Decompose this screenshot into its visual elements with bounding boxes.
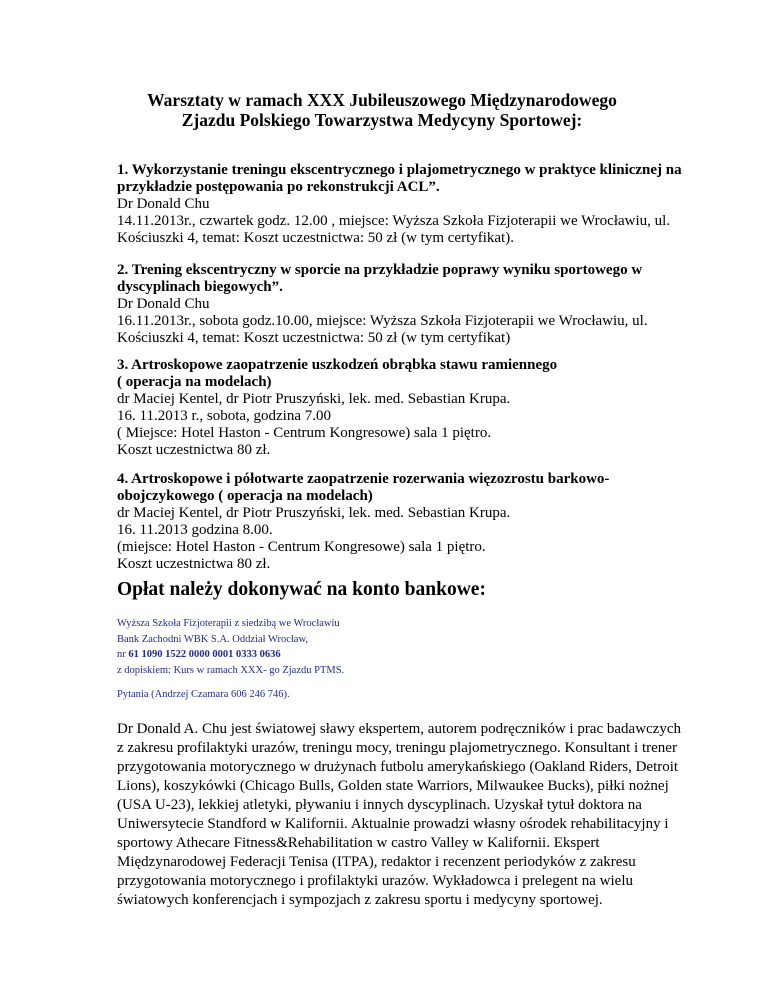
bio-line-4: Lions), koszykówki (Chicago Bulls, Golden state Warriors, Milwaukee Bucks), piłki nożnej	[117, 778, 669, 794]
workshop-3-line-1: dr Maciej Kentel, dr Piotr Pruszyński, lek. med. Sebastian Krupa.	[117, 391, 511, 407]
workshop-4-line-4: Koszt uczestnictwa 80 zł.	[117, 556, 271, 572]
workshop-1-head-2: przykładzie postępowania po rekonstrukcji ACL”.	[117, 179, 440, 195]
bio-line-8: Międzynarodowej Federacji Tenisa (ITPA), redaktor i recenzent periodyków z zakresu	[117, 854, 636, 870]
workshop-4-line-3: (miejsce: Hotel Haston - Centrum Kongresowe) sala 1 piętro.	[117, 539, 486, 555]
bio-line-7: sportowy Athecare Fitness&Rehabilitation w castro Valley w Kalifornii. Ekspert	[117, 835, 600, 851]
contact-info: Pytania (Andrzej Czamara 606 246 746).	[117, 689, 290, 700]
workshop-3-line-4: Koszt uczestnictwa 80 zł.	[117, 442, 271, 458]
workshop-1-line-1: Dr Donald Chu	[117, 196, 210, 212]
workshop-4-head-2: obojczykowego ( operacja na modelach)	[117, 488, 373, 504]
bio-line-3: przygotowania motorycznego w drużynach futbolu amerykańskiego (Oakland Riders, Detroit	[117, 759, 679, 775]
bio-line-6: Uniwersytecie Standford w Kalifornii. Aktualnie prowadzi własny ośrodek rehabilitacyjny i	[117, 816, 669, 832]
workshop-2-line-2: 16.11.2013r., sobota godz.10.00, miejsce: Wyższa Szkoła Fizjoterapii we Wrocławiu, ul.	[117, 313, 648, 329]
workshop-1-head-1: 1. Wykorzystanie treningu ekscentrycznego i plajometrycznego w praktyce klinicznej na	[117, 162, 682, 178]
workshop-3-line-2: 16. 11.2013 r., sobota, godzina 7.00	[117, 408, 332, 424]
document-title	[117, 90, 647, 130]
workshop-3-head-2: ( operacja na modelach)	[117, 374, 272, 390]
speaker-bio	[117, 720, 717, 910]
workshop-2-head-2: dyscyplinach biegowych”.	[117, 279, 283, 295]
workshop-2-head-1: 2. Trening ekscentryczny w sporcie na przykładzie poprawy wyniku sportowego w	[117, 262, 643, 278]
bank-account	[117, 647, 344, 663]
bio-line-2: z zakresu profilaktyki urazów, treningu mocy, treningu plajometrycznego. Konsultant i trener	[117, 740, 677, 756]
workshop-2-line-1: Dr Donald Chu	[117, 296, 210, 312]
bio-line-1: Dr Donald A. Chu jest światowej sławy ekspertem, autorem podręczników i prac badawczych	[117, 721, 681, 737]
bio-line-9: przygotowania motorycznego i profilaktyki urazów. Wykładowca i prelegent na wielu	[117, 873, 634, 889]
workshop-1-line-2: 14.11.2013r., czwartek godz. 12.00 , miejsce: Wyższa Szkoła Fizjoterapii we Wrocławiu, ul.	[117, 213, 671, 229]
workshop-3-head-1: 3. Artroskopowe zaopatrzenie uszkodzeń obrąbka stawu ramiennego	[117, 357, 558, 373]
workshop-1	[117, 162, 717, 247]
workshop-2-line-3: Kościuszki 4, temat: Koszt uczestnictwa: 50 zł (w tym certyfikat)	[117, 330, 511, 346]
workshop-4	[117, 471, 717, 573]
workshop-4-line-2: 16. 11.2013 godzina 8.00.	[117, 522, 273, 538]
workshop-3-line-3: ( Miejsce: Hotel Haston - Centrum Kongresowe) sala 1 piętro.	[117, 425, 492, 441]
bank-name: Bank Zachodni WBK S.A. Oddział Wrocław,	[117, 633, 308, 645]
bio-line-10: światowych konferencjach i sympozjach z zakresu sportu i medycyny sportowej.	[117, 892, 603, 908]
bank-account-prefix: nr	[117, 649, 129, 660]
workshop-1-line-3: Kościuszki 4, temat: Koszt uczestnictwa: 50 zł (w tym certyfikat).	[117, 230, 514, 246]
title-line-2: Zjazdu Polskiego Towarzystwa Medycyny Sportowej:	[181, 110, 583, 130]
bio-line-5: (USA U-23), lekkiej atletyki, pływaniu i innych dyscyplinach. Uzyskał tytuł doktora na	[117, 797, 642, 813]
title-line-1: Warsztaty w ramach XXX Jubileuszowego Międzynarodowego	[147, 90, 617, 110]
bank-details	[117, 616, 344, 678]
workshop-4-head-1: 4. Artroskopowe i półotwarte zaopatrzenie rozerwania więzozrostu barkowo-	[117, 471, 610, 487]
workshop-3	[117, 357, 717, 459]
bank-account-number: 61 1090 1522 0000 0001 0333 0636	[128, 649, 281, 660]
workshop-2	[117, 262, 717, 347]
bank-recipient: Wyższa Szkoła Fizjoterapii z siedzibą we Wrocławiu	[117, 618, 340, 629]
payment-heading: Opłat należy dokonywać na konto bankowe:	[117, 579, 486, 600]
bank-note: z dopiskiem: Kurs w ramach XXX- go Zjazdu PTMS.	[117, 664, 345, 676]
workshop-4-line-1: dr Maciej Kentel, dr Piotr Pruszyński, lek. med. Sebastian Krupa.	[117, 505, 511, 521]
